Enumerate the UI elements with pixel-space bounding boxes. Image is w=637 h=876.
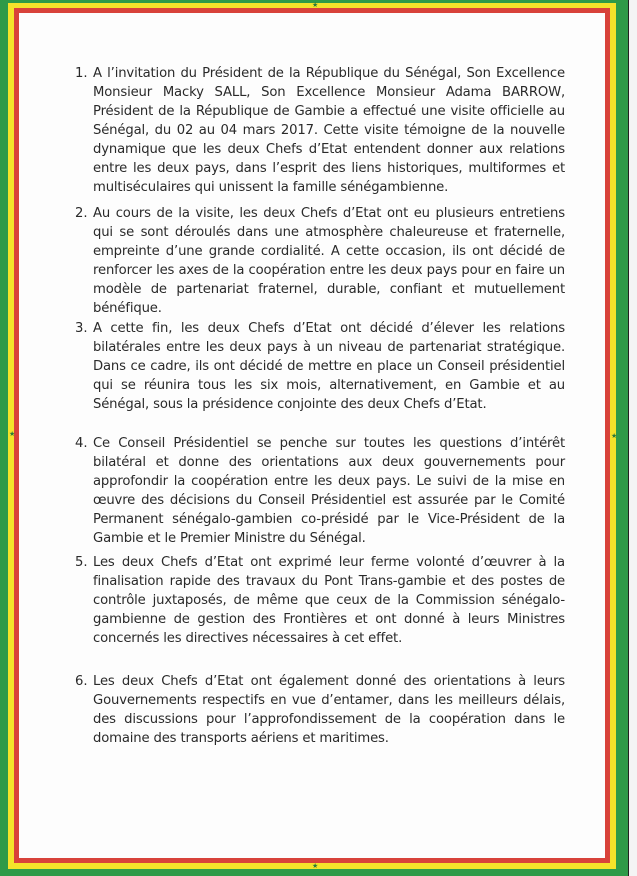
- paragraph-number: 2.: [75, 206, 88, 221]
- paragraph-number: 1.: [75, 66, 88, 81]
- paragraph-number: 4.: [75, 436, 88, 451]
- star-icon: ★: [611, 432, 618, 440]
- paragraph-text: A l’invitation du Président de la République du Sénégal, Son Excellence Monsieur Macky SALL, Son Excellence Monsieur Adama BARROW, Président de la République de Gambie a effectué une visite officielle au Sénégal, du 02 au 04 mars 2017. Cette visite témoigne de la nouvelle dynamique que les deux Chefs d’Etat entendent donner aux relations entre les deux pays, dans l’esprit des liens historiques, multiformes et multiséculaires qui unissent la famille sénégambienne.: [93, 66, 565, 195]
- star-icon: ★: [312, 862, 319, 870]
- paragraph-text: Les deux Chefs d’Etat ont également donné des orientations à leurs Gouvernements respectifs en vue d’entamer, dans les meilleurs délais, des discussions pour l’approfondissement de la coopération dans le domaine des transports aériens et maritimes.: [93, 674, 565, 746]
- paragraph-text: Ce Conseil Présidentiel se penche sur toutes les questions d’intérêt bilatéral et donne des orientations aux deux gouvernements pour approfondir la coopération entre les deux pays. Le suivi de la mise en œuvre des décisions du Conseil Présidentiel est assurée par le Comité Permanent sénégalo-gambien co-présidé par le Vice-Président de la Gambie et le Premier Ministre du Sénégal.: [93, 436, 565, 546]
- paragraph-text: A cette fin, les deux Chefs d’Etat ont décidé d’élever les relations bilatérales entre les deux pays à un niveau de partenariat stratégique. Dans ce cadre, ils ont décidé de mettre en place un Conseil présidentiel qui se réunira tous les six mois, alternativement, en Gambie et au Sénégal, sous la présidence conjointe des deux Chefs d’Etat.: [93, 321, 565, 412]
- paragraph-number: 5.: [75, 555, 88, 570]
- paragraph-text: Au cours de la visite, les deux Chefs d’Etat ont eu plusieurs entretiens qui se sont déroulés dans une atmosphère chaleureuse et fraternelle, empreinte d’une grande cordialité. A cette occasion, ils ont décidé de renforcer les axes de la coopération entre les deux pays pour en faire un modèle de partenariat fraternel, durable, confiant et mutuellement bénéfique.: [93, 206, 565, 316]
- star-icon: ★: [9, 430, 16, 438]
- scan-edge: [628, 0, 637, 876]
- paragraph-number: 3.: [75, 321, 88, 336]
- paragraph-text: Les deux Chefs d’Etat ont exprimé leur ferme volonté d’œuvrer à la finalisation rapide des travaux du Pont Trans-gambie et des postes de contrôle juxtaposés, de même que ceux de la Commission sénégalo-gambienne de gestion des Frontières et ont donné à leurs Ministres concernés les directives nécessaires à cet effet.: [93, 555, 565, 646]
- star-icon: ★: [312, 1, 319, 9]
- paragraph-number: 6.: [75, 674, 88, 689]
